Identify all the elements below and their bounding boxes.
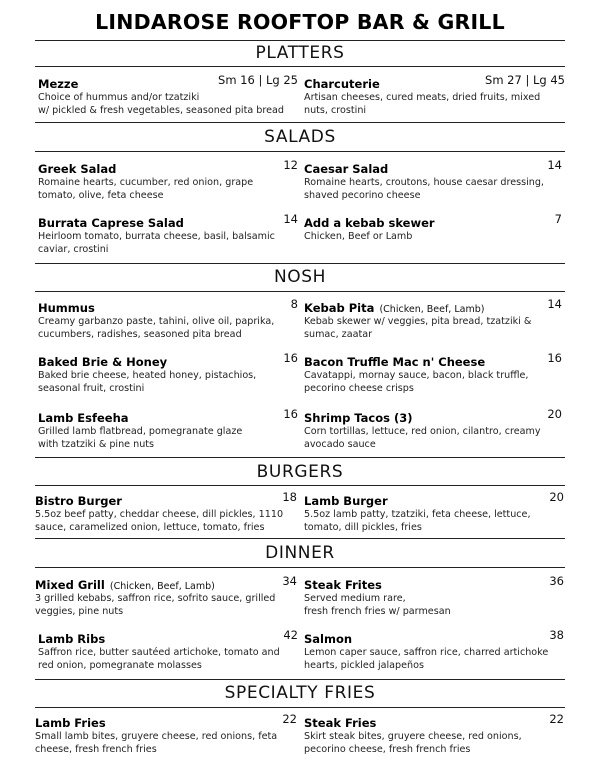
section-heading-dinner: DINNER	[265, 543, 335, 563]
item-description	[38, 230, 298, 256]
item-price: 22	[549, 712, 564, 726]
item-price: Sm 27 | Lg 45	[485, 73, 565, 87]
section-heading-salads: SALADS	[264, 127, 336, 147]
item-price: 16	[547, 351, 562, 365]
item-price: 38	[549, 628, 564, 642]
divider	[35, 66, 565, 67]
divider	[35, 151, 565, 152]
item-description	[304, 230, 562, 243]
divider	[35, 707, 565, 708]
menu-item-caesar-salad	[304, 158, 562, 202]
divider	[35, 485, 565, 486]
item-price: 42	[283, 628, 298, 642]
section-heading-specialty-fries: SPECIALTY FRIES	[224, 683, 376, 703]
item-description	[304, 369, 562, 395]
item-description	[35, 592, 297, 618]
item-name: Charcuterie	[304, 77, 380, 91]
item-description	[304, 176, 562, 202]
divider	[35, 40, 565, 41]
menu-item-kebab-pita	[304, 297, 562, 341]
item-price: 16	[283, 351, 298, 365]
item-name: Lamb Burger	[304, 494, 388, 508]
desc-line: cheese, fresh french fries	[35, 744, 157, 755]
item-price: 12	[283, 158, 298, 172]
item-description	[38, 91, 298, 117]
menu-item-lamb-ribs	[38, 628, 298, 672]
item-price: 14	[283, 212, 298, 226]
item-name: Shrimp Tacos (3)	[304, 411, 413, 425]
desc-line: veggies, pine nuts	[35, 606, 124, 617]
desc-line: Small lamb bites, gruyere cheese, red onions, feta	[35, 731, 278, 742]
menu-item-hummus	[38, 297, 298, 341]
item-name: Burrata Caprese Salad	[38, 216, 184, 230]
desc-line: sauce, caramelized onion, lettuce, tomato, fries	[35, 522, 265, 533]
desc-line: Romaine hearts, croutons, house caesar dressing,	[304, 177, 544, 188]
menu-item-charcuterie	[304, 73, 565, 117]
desc-line: caviar, crostini	[38, 244, 109, 255]
item-name: Lamb Fries	[35, 716, 106, 730]
divider	[35, 122, 565, 123]
desc-line: Corn tortillas, lettuce, red onion, cilantro, creamy	[304, 426, 541, 437]
menu-item-mezze	[38, 73, 298, 117]
desc-line: Choice of hummus and/or tzatziki	[38, 92, 200, 103]
desc-line: Served medium rare,	[304, 593, 406, 604]
item-price: 8	[290, 297, 298, 311]
item-price: 18	[282, 490, 297, 504]
menu-item-kebab-skewer	[304, 212, 562, 243]
section-heading-burgers: BURGERS	[256, 462, 344, 482]
menu-item-shrimp-tacos	[304, 407, 562, 451]
desc-line: 3 grilled kebabs, saffron rice, sofrito sauce, grilled	[35, 593, 276, 604]
item-name: Add a kebab skewer	[304, 216, 435, 230]
divider	[35, 263, 565, 264]
item-name: Lamb Esfeeha	[38, 411, 129, 425]
desc-line: nuts, crostini	[304, 105, 367, 116]
desc-line: Saffron rice, butter sautéed artichoke, tomato and	[38, 647, 280, 658]
desc-line: Skirt steak bites, gruyere cheese, red onions,	[304, 731, 522, 742]
desc-line: 5.5oz beef patty, cheddar cheese, dill pickles, 1110	[35, 509, 284, 520]
item-description	[304, 646, 564, 672]
menu-item-lamb-esfeeha	[38, 407, 298, 451]
divider	[35, 457, 565, 458]
divider	[35, 538, 565, 539]
desc-line: seasonal fruit, crostini	[38, 383, 145, 394]
item-description	[38, 425, 298, 451]
item-name: Bistro Burger	[35, 494, 122, 508]
item-description	[35, 730, 297, 756]
item-price: Sm 16 | Lg 25	[218, 73, 298, 87]
item-price: 34	[282, 574, 297, 588]
item-price: 20	[547, 407, 562, 421]
section-heading-platters: PLATTERS	[255, 43, 345, 63]
desc-line: pecorino cheese crisps	[304, 383, 414, 394]
item-name: Salmon	[304, 632, 353, 646]
desc-line: tomato, dill pickles, fries	[304, 522, 422, 533]
menu-item-greek-salad	[38, 158, 298, 202]
item-description	[304, 425, 562, 451]
item-note: (Chicken, Beef, Lamb)	[379, 304, 485, 315]
desc-line: tomato, olive, feta cheese	[38, 190, 164, 201]
desc-line: Heirloom tomato, burrata cheese, basil, balsamic	[38, 231, 275, 242]
desc-line: with tzatziki & pine nuts	[38, 439, 155, 450]
desc-line: 5.5oz lamb patty, tzatziki, feta cheese, lettuce,	[304, 509, 531, 520]
desc-line: fresh french fries w/ parmesan	[304, 606, 451, 617]
desc-line: Creamy garbanzo paste, tahini, olive oil, paprika,	[38, 316, 275, 327]
desc-line: shaved pecorino cheese	[304, 190, 421, 201]
desc-line: Chicken, Beef or Lamb	[304, 231, 413, 242]
item-name: Steak Frites	[304, 578, 382, 592]
item-price: 14	[547, 297, 562, 311]
item-price: 22	[282, 712, 297, 726]
menu-item-baked-brie	[38, 351, 298, 395]
desc-line: Romaine hearts, cucumber, red onion, grape	[38, 177, 254, 188]
item-description	[38, 176, 298, 202]
item-name: Kebab Pita	[304, 301, 375, 315]
menu-item-burrata-caprese-salad	[38, 212, 298, 256]
menu-item-mixed-grill	[35, 574, 297, 618]
desc-line: red onion, pomegranate molasses	[38, 660, 202, 671]
item-name: Caesar Salad	[304, 162, 389, 176]
item-name: Greek Salad	[38, 162, 117, 176]
item-price: 7	[554, 212, 562, 226]
menu-item-bistro-burger	[35, 490, 297, 534]
divider	[35, 291, 565, 292]
desc-line: Kebab skewer w/ veggies, pita bread, tzatziki &	[304, 316, 532, 327]
item-description	[304, 592, 564, 618]
desc-line: avocado sauce	[304, 439, 376, 450]
desc-line: hearts, pickled jalapeños	[304, 660, 424, 671]
menu-item-steak-fries	[304, 712, 564, 756]
desc-line: Grilled lamb flatbread, pomegranate glaze	[38, 426, 243, 437]
item-price: 20	[549, 490, 564, 504]
desc-line: cucumbers, radishes, seasoned pita bread	[38, 329, 242, 340]
item-description	[304, 315, 562, 341]
divider	[35, 567, 565, 568]
item-description	[35, 508, 297, 534]
divider	[35, 679, 565, 680]
menu-item-salmon	[304, 628, 564, 672]
desc-line: sumac, zaatar	[304, 329, 373, 340]
item-price: 16	[283, 407, 298, 421]
item-name: Mezze	[38, 77, 79, 91]
item-name: Mixed Grill	[35, 578, 105, 592]
item-price: 36	[549, 574, 564, 588]
desc-line: w/ pickled & fresh vegetables, seasoned pita bread	[38, 105, 284, 116]
item-name: Bacon Truffle Mac n' Cheese	[304, 355, 486, 369]
item-description	[38, 369, 298, 395]
menu-item-lamb-burger	[304, 490, 564, 534]
item-price: 14	[547, 158, 562, 172]
item-note: (Chicken, Beef, Lamb)	[109, 581, 215, 592]
item-name: Baked Brie & Honey	[38, 355, 168, 369]
desc-line: Lemon caper sauce, saffron rice, charred artichoke	[304, 647, 549, 658]
desc-line: Baked brie cheese, heated honey, pistachios,	[38, 370, 257, 381]
desc-line: Artisan cheeses, cured meats, dried fruits, mixed	[304, 92, 541, 103]
item-name: Steak Fries	[304, 716, 377, 730]
item-description	[304, 730, 564, 756]
section-heading-nosh: NOSH	[273, 267, 327, 287]
item-name: Hummus	[38, 301, 95, 315]
menu-item-lamb-fries	[35, 712, 297, 756]
item-description	[304, 508, 564, 534]
item-description	[304, 91, 565, 117]
desc-line: pecorino cheese, fresh french fries	[304, 744, 471, 755]
menu-item-bacon-truffle-mac	[304, 351, 562, 395]
desc-line: Cavatappi, mornay sauce, bacon, black truffle,	[304, 370, 529, 381]
menu-item-steak-frites	[304, 574, 564, 618]
item-name: Lamb Ribs	[38, 632, 106, 646]
item-description	[38, 646, 298, 672]
menu-title: LINDAROSE ROOFTOP BAR & GRILL	[95, 10, 505, 34]
item-description	[38, 315, 298, 341]
